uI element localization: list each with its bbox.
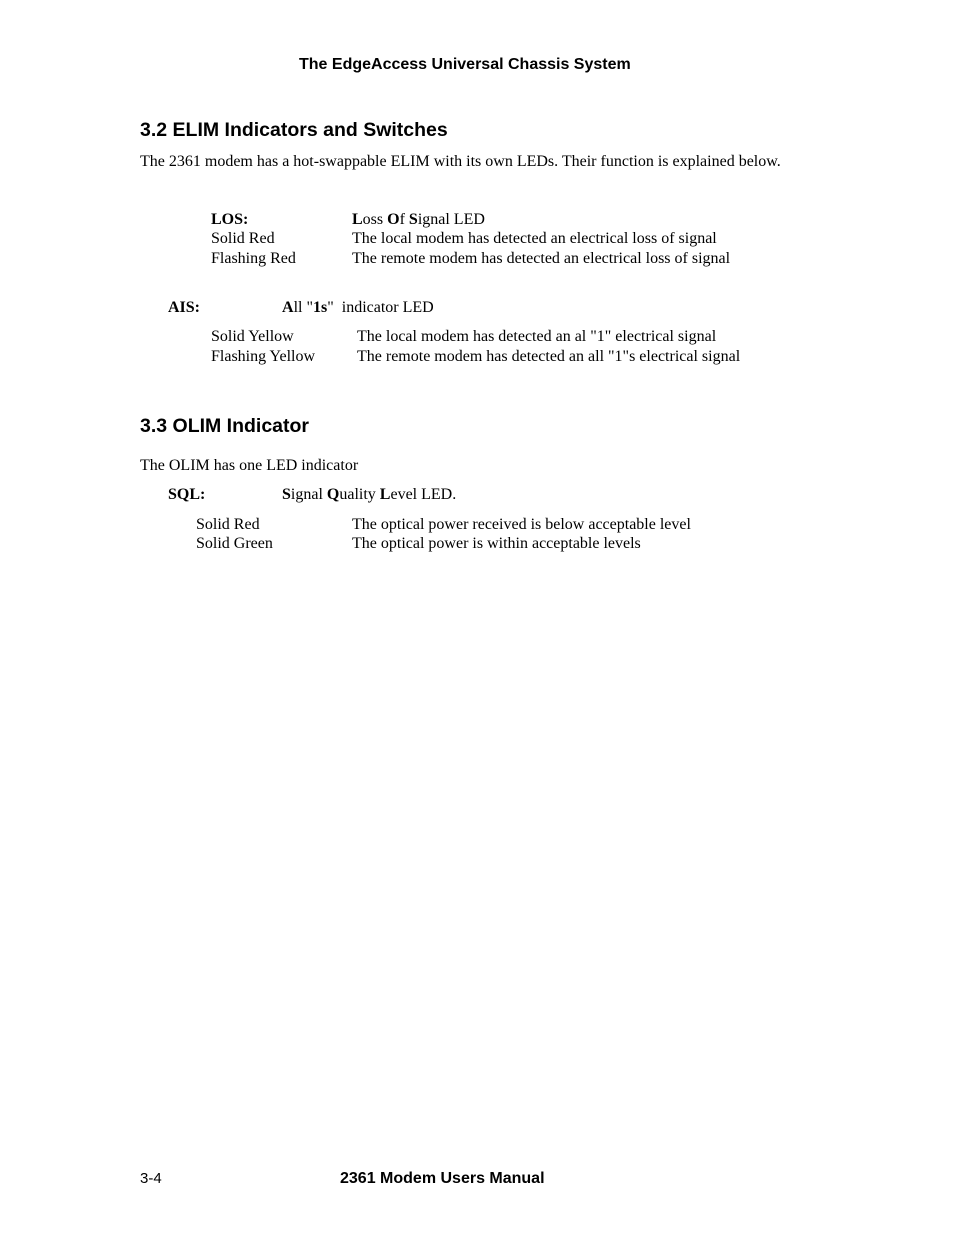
sql-row-meaning: The optical power is within acceptable levels — [352, 535, 641, 552]
los-row-state: Solid Red — [211, 230, 275, 247]
sql-row-state: Solid Red — [196, 516, 260, 533]
los-description: Loss Of Signal LED — [352, 211, 485, 228]
sql-row-state: Solid Green — [196, 535, 273, 552]
los-label: LOS: — [211, 211, 249, 228]
section-heading-3-2: 3.2 ELIM Indicators and Switches — [140, 119, 448, 141]
ais-description: All "1s" indicator LED — [282, 299, 434, 316]
ais-row-meaning: The remote modem has detected an all "1"s electrical signal — [357, 348, 741, 365]
ais-row-state: Solid Yellow — [211, 328, 294, 345]
sql-label: SQL: — [168, 486, 206, 503]
sql-row-meaning: The optical power received is below acceptable level — [352, 516, 691, 533]
section-3-2-intro: The 2361 modem has a hot-swappable ELIM with its own LEDs. Their function is explained below. — [140, 153, 781, 170]
sql-description: Signal Quality Level LED. — [282, 486, 457, 503]
ais-row-meaning: The local modem has detected an al "1" electrical signal — [357, 328, 717, 345]
running-header: The EdgeAccess Universal Chassis System — [299, 56, 631, 73]
section-heading-3-3: 3.3 OLIM Indicator — [140, 415, 310, 437]
page-number: 3-4 — [140, 1170, 162, 1187]
los-row-state: Flashing Red — [211, 250, 296, 267]
section-3-3-intro: The OLIM has one LED indicator — [140, 457, 359, 474]
footer-title: 2361 Modem Users Manual — [340, 1170, 545, 1187]
los-row-meaning: The local modem has detected an electrical loss of signal — [352, 230, 717, 247]
los-row-meaning: The remote modem has detected an electrical loss of signal — [352, 250, 731, 267]
ais-label: AIS: — [168, 299, 201, 316]
ais-row-state: Flashing Yellow — [211, 348, 316, 365]
